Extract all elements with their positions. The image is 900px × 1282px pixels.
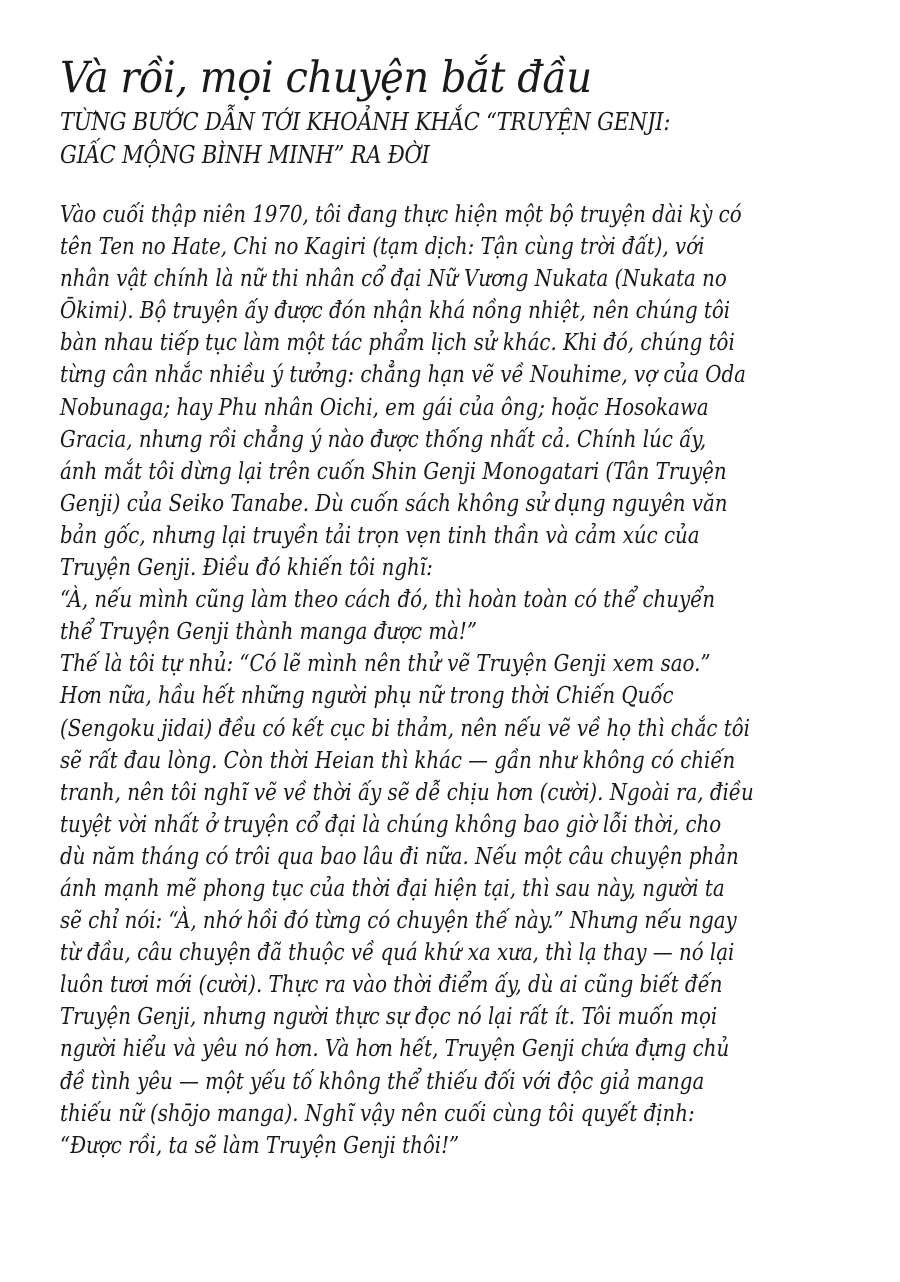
body-line: tên Ten no Hate, Chi no Kagiri (tạm dịch: Tận cùng trời đất), với [60, 234, 705, 261]
body-line: Genji) của Seiko Tanabe. Dù cuốn sách không sử dụng nguyên văn [60, 490, 728, 517]
body-line: từng cân nhắc nhiều ý tưởng: chẳng hạn vẽ về Nouhime, vợ của Oda [60, 362, 746, 389]
body-line: dù năm tháng có trôi qua bao lâu đi nữa. Nếu một câu chuyện phản [60, 843, 739, 870]
quote-line: “Được rồi, ta sẽ làm Truyện Genji thôi!” [60, 1132, 460, 1159]
subtitle-line: TỪNG BƯỚC DẪN TỚI KHOẢNH KHẮC “TRUYỆN GENJI: [60, 108, 671, 136]
body-line: từ đầu, câu chuyện đã thuộc về quá khứ xa xưa, thì lạ thay — nó lại [60, 940, 735, 967]
body-line: thiếu nữ (shōjo manga). Nghĩ vậy nên cuối cùng tôi quyết định: [60, 1100, 695, 1127]
body-line: sẽ rất đau lòng. Còn thời Heian thì khác — gần như không có chiến [60, 747, 736, 774]
body-line: bàn nhau tiếp tục làm một tác phẩm lịch sử khác. Khi đó, chúng tôi [60, 330, 735, 357]
body-line: người hiểu và yêu nó hơn. Và hơn hết, Truyện Genji chứa đựng chủ [60, 1036, 730, 1063]
body-line: Gracia, nhưng rồi chẳng ý nào được thống nhất cả. Chính lúc ấy, [60, 426, 707, 453]
body-line: sẽ chỉ nói: “À, nhớ hồi đó từng có chuyện thế này.” Nhưng nếu ngay [60, 908, 737, 935]
body-line: tranh, nên tôi nghĩ vẽ về thời ấy sẽ dễ chịu hơn (cười). Ngoài ra, điều [60, 779, 754, 806]
body-line: Hơn nữa, hầu hết những người phụ nữ trong thời Chiến Quốc [60, 683, 674, 710]
body-line: đề tình yêu — một yếu tố không thể thiếu đối với độc giả manga [60, 1068, 705, 1095]
page-subtitle [60, 106, 852, 172]
body-line: Truyện Genji, nhưng người thực sự đọc nó lại rất ít. Tôi muốn mọi [60, 1004, 718, 1031]
quote-line: “À, nếu mình cũng làm theo cách đó, thì hoàn toàn có thể chuyển [60, 587, 716, 614]
body-line: Vào cuối thập niên 1970, tôi đang thực hiện một bộ truyện dài kỳ có [60, 202, 742, 228]
body-line: (Sengoku jidai) đều có kết cục bi thảm, nên nếu vẽ về họ thì chắc tôi [60, 715, 750, 742]
body-line: Ōkimi). Bộ truyện ấy được đón nhận khá nồng nhiệt, nên chúng tôi [60, 298, 731, 325]
body-line: Truyện Genji. Điều đó khiến tôi nghĩ: [60, 555, 433, 582]
body-line: tuyệt vời nhất ở truyện cổ đại là chúng không bao giờ lỗi thời, cho [60, 811, 722, 838]
body-line: luôn tươi mới (cười). Thực ra vào thời điểm ấy, dù ai cũng biết đến [60, 972, 723, 999]
quote-line: thể Truyện Genji thành manga được mà!” [60, 619, 478, 646]
body-line: Nobunaga; hay Phu nhân Oichi, em gái của ông; hoặc Hosokawa [60, 394, 709, 421]
body-line: nhân vật chính là nữ thi nhân cổ đại Nữ Vương Nukata (Nukata no [60, 266, 727, 293]
body-line: bản gốc, nhưng lại truyền tải trọn vẹn tinh thần và cảm xúc của [60, 522, 700, 549]
document-page [60, 52, 860, 1162]
body-line: ánh mạnh mẽ phong tục của thời đại hiện tại, thì sau này, người ta [60, 875, 725, 902]
body-text [60, 199, 860, 1162]
body-line: ánh mắt tôi dừng lại trên cuốn Shin Genji Monogatari (Tân Truyện [60, 458, 727, 485]
body-line: Thế là tôi tự nhủ: “Có lẽ mình nên thử vẽ Truyện Genji xem sao.” [60, 651, 711, 678]
page-title: Và rồi, mọi chuyện bắt đầu [60, 53, 592, 103]
subtitle-line: GIẤC MỘNG BÌNH MINH” RA ĐỜI [60, 141, 430, 169]
